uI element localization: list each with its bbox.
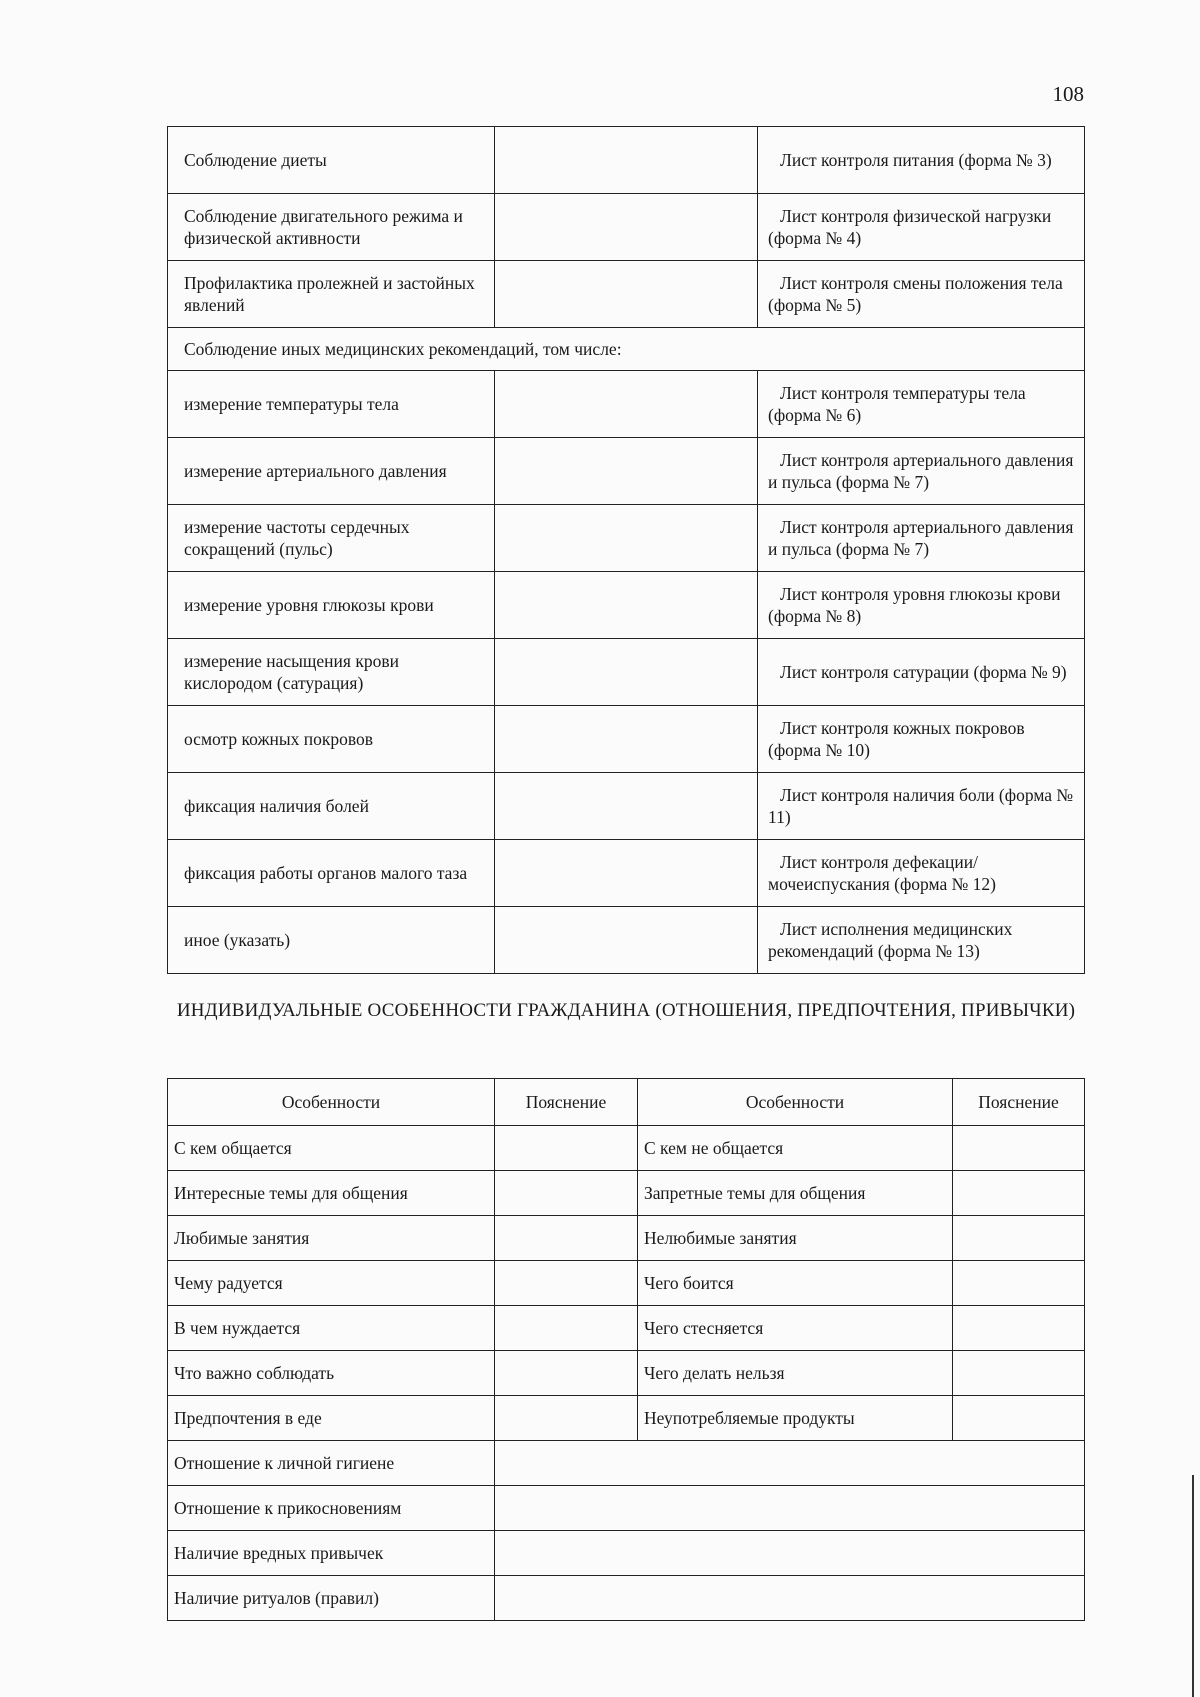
feature-label: Предпочтения в еде	[168, 1396, 495, 1441]
care-item-label: фиксация наличия болей	[168, 773, 495, 840]
table-row	[168, 1306, 1085, 1351]
feature-label: Наличие вредных привычек	[168, 1531, 495, 1576]
feature-label: Чего стесняется	[638, 1306, 953, 1351]
table-row	[168, 1576, 1085, 1621]
care-entry-cell[interactable]	[495, 706, 758, 773]
feature-label: Отношение к прикосновениям	[168, 1486, 495, 1531]
header-features-right: Особенности	[638, 1079, 953, 1126]
care-entry-cell[interactable]	[495, 194, 758, 261]
control-form-reference: Лист контроля кожных покровов (форма № 10)	[758, 706, 1085, 773]
care-entry-cell[interactable]	[495, 505, 758, 572]
control-form-reference: Лист контроля физической нагрузки (форма № 4)	[758, 194, 1085, 261]
explanation-cell[interactable]	[953, 1261, 1085, 1306]
explanation-cell[interactable]	[953, 1396, 1085, 1441]
control-form-reference: Лист контроля артериального давления и пульса (форма № 7)	[758, 438, 1085, 505]
care-item-label: Профилактика пролежней и застойных явлений	[168, 261, 495, 328]
control-form-reference: Лист контроля дефекации/мочеиспускания (форма № 12)	[758, 840, 1085, 907]
explanation-cell[interactable]	[495, 1576, 1085, 1621]
explanation-cell[interactable]	[495, 1306, 638, 1351]
explanation-cell[interactable]	[495, 1171, 638, 1216]
feature-label: Чего боится	[638, 1261, 953, 1306]
explanation-cell[interactable]	[495, 1126, 638, 1171]
table-row	[168, 127, 1085, 194]
care-item-label: Соблюдение двигательного режима и физической активности	[168, 194, 495, 261]
table-row	[168, 505, 1085, 572]
care-entry-cell[interactable]	[495, 773, 758, 840]
care-item-label: измерение температуры тела	[168, 371, 495, 438]
table-row	[168, 1171, 1085, 1216]
explanation-cell[interactable]	[953, 1306, 1085, 1351]
feature-label: Нелюбимые занятия	[638, 1216, 953, 1261]
care-item-label: измерение насыщения крови кислородом (сатурация)	[168, 639, 495, 706]
table-row	[168, 1486, 1085, 1531]
table-row	[168, 194, 1085, 261]
explanation-cell[interactable]	[953, 1351, 1085, 1396]
feature-label: Что важно соблюдать	[168, 1351, 495, 1396]
table-row	[168, 840, 1085, 907]
section-heading: ИНДИВИДУАЛЬНЫЕ ОСОБЕННОСТИ ГРАЖДАНИНА (ОТНОШЕНИЯ, ПРЕДПОЧТЕНИЯ, ПРИВЫЧКИ)	[176, 1000, 1076, 1021]
table-row	[168, 438, 1085, 505]
table-row	[168, 1351, 1085, 1396]
control-form-reference: Лист контроля сатурации (форма № 9)	[758, 639, 1085, 706]
header-explanation-left: Пояснение	[495, 1079, 638, 1126]
table-row	[168, 1261, 1085, 1306]
care-item-label: иное (указать)	[168, 907, 495, 974]
care-item-label: Соблюдение диеты	[168, 127, 495, 194]
feature-label: Чему радуется	[168, 1261, 495, 1306]
table-row	[168, 1126, 1085, 1171]
feature-label: Отношение к личной гигиене	[168, 1441, 495, 1486]
explanation-cell[interactable]	[953, 1216, 1085, 1261]
header-features-left: Особенности	[168, 1079, 495, 1126]
care-control-table	[167, 126, 1085, 974]
explanation-cell[interactable]	[495, 1486, 1085, 1531]
care-entry-cell[interactable]	[495, 840, 758, 907]
explanation-cell[interactable]	[495, 1441, 1085, 1486]
table-row	[168, 639, 1085, 706]
table-row	[168, 328, 1085, 371]
explanation-cell[interactable]	[495, 1261, 638, 1306]
page-number: 108	[1052, 82, 1084, 106]
care-item-label: измерение артериального давления	[168, 438, 495, 505]
table-row	[168, 773, 1085, 840]
feature-label: В чем нуждается	[168, 1306, 495, 1351]
feature-label: Наличие ритуалов (правил)	[168, 1576, 495, 1621]
care-entry-cell[interactable]	[495, 639, 758, 706]
care-item-label: осмотр кожных покровов	[168, 706, 495, 773]
table-row	[168, 1396, 1085, 1441]
control-form-reference: Лист исполнения медицинских рекомендаций (форма № 13)	[758, 907, 1085, 974]
care-entry-cell[interactable]	[495, 371, 758, 438]
other-recommendations-label: Соблюдение иных медицинских рекомендаций, том числе:	[168, 328, 1085, 371]
explanation-cell[interactable]	[953, 1171, 1085, 1216]
control-form-reference: Лист контроля смены положения тела (форма № 5)	[758, 261, 1085, 328]
explanation-cell[interactable]	[495, 1396, 638, 1441]
explanation-cell[interactable]	[495, 1216, 638, 1261]
feature-label: Неупотребляемые продукты	[638, 1396, 953, 1441]
care-item-label: измерение частоты сердечных сокращений (пульс)	[168, 505, 495, 572]
care-entry-cell[interactable]	[495, 127, 758, 194]
control-form-reference: Лист контроля температуры тела (форма № 6)	[758, 371, 1085, 438]
care-item-label: фиксация работы органов малого таза	[168, 840, 495, 907]
explanation-cell[interactable]	[495, 1531, 1085, 1576]
feature-label: С кем общается	[168, 1126, 495, 1171]
table-row	[168, 1531, 1085, 1576]
control-form-reference: Лист контроля наличия боли (форма № 11)	[758, 773, 1085, 840]
explanation-cell[interactable]	[953, 1126, 1085, 1171]
individual-features-table	[167, 1078, 1085, 1621]
header-explanation-right: Пояснение	[953, 1079, 1085, 1126]
table-row	[168, 907, 1085, 974]
feature-label: Запретные темы для общения	[638, 1171, 953, 1216]
explanation-cell[interactable]	[495, 1351, 638, 1396]
feature-label: Любимые занятия	[168, 1216, 495, 1261]
control-form-reference: Лист контроля питания (форма № 3)	[758, 127, 1085, 194]
feature-label: Интересные темы для общения	[168, 1171, 495, 1216]
table-row	[168, 1441, 1085, 1486]
feature-label: С кем не общается	[638, 1126, 953, 1171]
control-form-reference: Лист контроля уровня глюкозы крови (форма № 8)	[758, 572, 1085, 639]
table-row	[168, 1216, 1085, 1261]
table-row	[168, 371, 1085, 438]
control-form-reference: Лист контроля артериального давления и пульса (форма № 7)	[758, 505, 1085, 572]
table-row	[168, 706, 1085, 773]
scan-edge-line	[1192, 1475, 1194, 1697]
care-entry-cell[interactable]	[495, 438, 758, 505]
table-row	[168, 261, 1085, 328]
care-entry-cell[interactable]	[495, 907, 758, 974]
care-entry-cell[interactable]	[495, 261, 758, 328]
table-header-row	[168, 1079, 1085, 1126]
table-row	[168, 572, 1085, 639]
care-entry-cell[interactable]	[495, 572, 758, 639]
care-item-label: измерение уровня глюкозы крови	[168, 572, 495, 639]
feature-label: Чего делать нельзя	[638, 1351, 953, 1396]
